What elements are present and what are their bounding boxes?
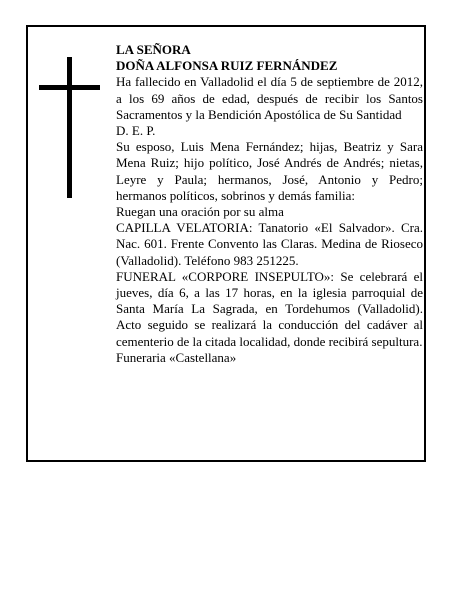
- funeral-home: Funeraria «Castellana»: [116, 349, 237, 365]
- funeral-info: FUNERAL «CORPORE INSEPULTO»: Se celebrará el jueves, día 6, a las 17 horas, en la iglesia parroquial de Santa María La Sagrada, en Tordehumos (Valladolid). Acto seguido se realizará la conducción del cadáver al cementerio de la citada localidad, donde recibirá sepultura.: [116, 268, 423, 349]
- rip-line: D. E. P.: [116, 123, 156, 139]
- prayer-request: Ruegan una oración por su alma: [116, 204, 284, 220]
- death-announcement: Ha fallecido en Valladolid el día 5 de septiembre de 2012, a los 69 años de edad, después de recibir los Santos Sacramentos y la Bendición Apostólica de Su Santidad: [116, 74, 423, 122]
- notice-text: [116, 42, 423, 366]
- cross-horizontal-bar: [39, 85, 100, 90]
- family-list: Su esposo, Luis Mena Fernández; hijas, Beatriz y Sara Mena Ruiz; hijo político, José Andrés de Andrés; nietas, Leyre y Paula; hermanos, José, Antonio y Pedro; hermanos políticos, sobrinos y demás familia:: [116, 139, 423, 203]
- notice-heading: LA SEÑORA: [116, 42, 191, 57]
- cross-vertical-bar: [67, 57, 72, 198]
- deceased-name: DOÑA ALFONSA RUIZ FERNÁNDEZ: [116, 58, 338, 74]
- chapel-info: CAPILLA VELATORIA: Tanatorio «El Salvador». Cra. Nac. 601. Frente Convento las Claras. Medina de Rioseco (Valladolid). Teléfono 983 251225.: [116, 220, 423, 268]
- obituary-notice: [26, 25, 426, 462]
